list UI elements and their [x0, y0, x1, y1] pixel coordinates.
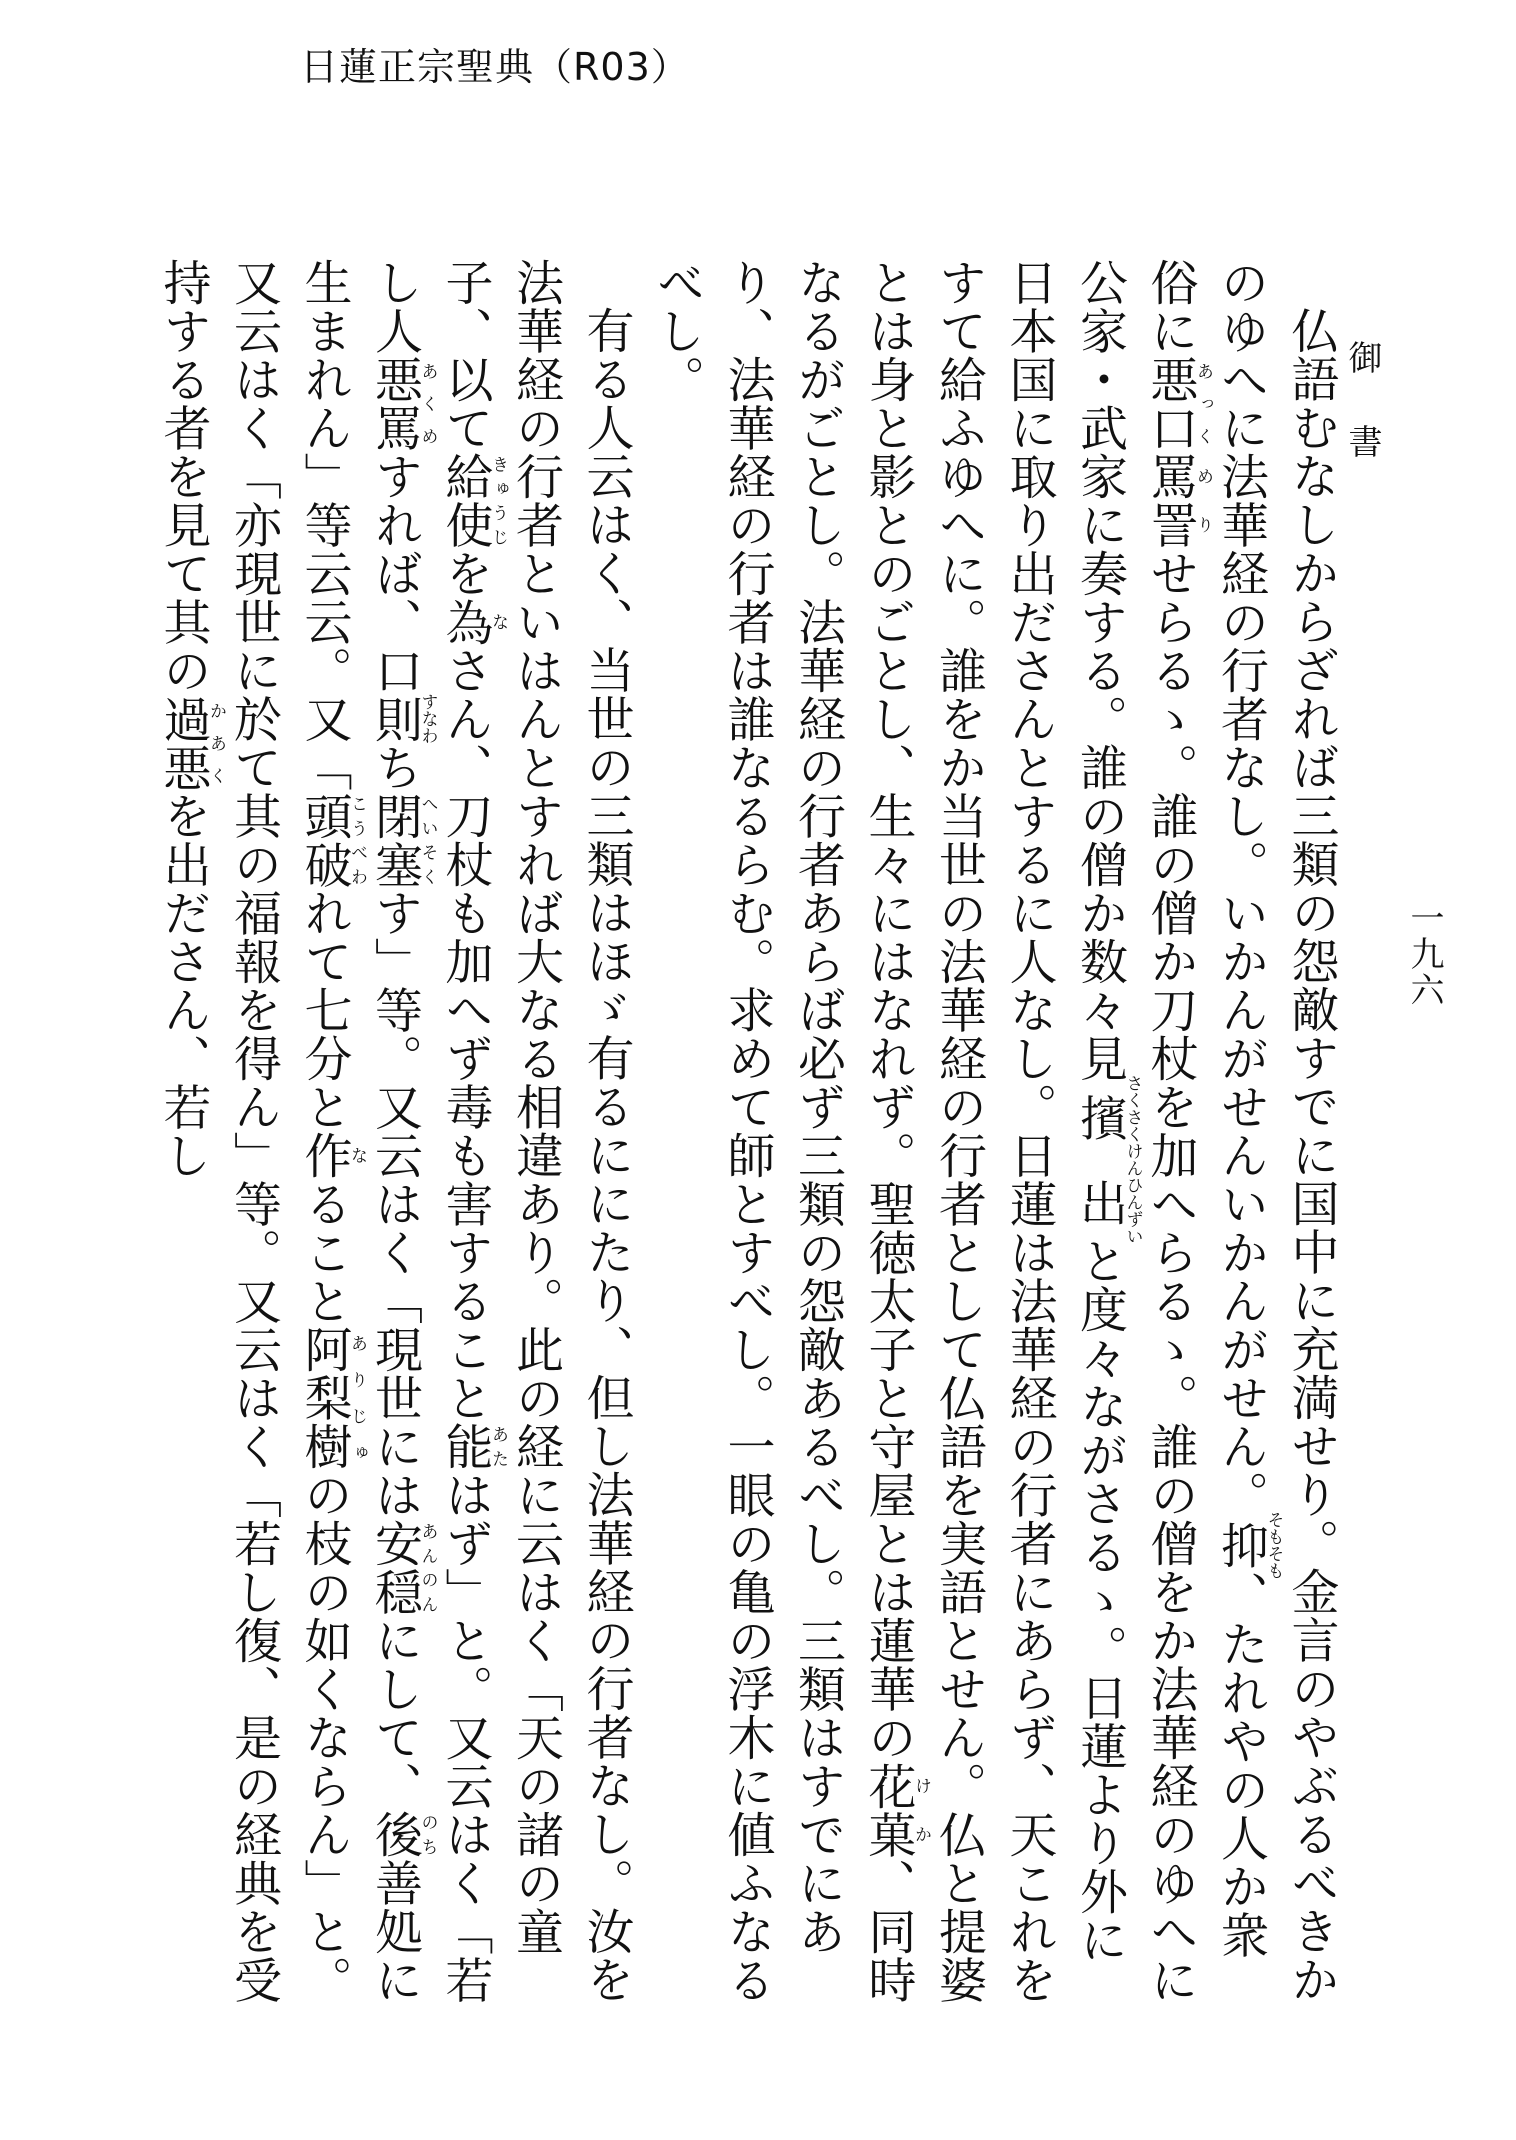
furigana: きゅうじ	[488, 452, 508, 549]
text-run: 、同時なるがごとし。法華経の行者あらば必ず三類の怨敵あるべし。三類はすでにあり、法華経の行者は誰なるらむ。求めて師とすべし。一眼の亀の浮木に値ふなるべし。	[648, 258, 916, 2004]
furigana: のち	[417, 1810, 438, 1859]
page-number: 一九六	[1404, 900, 1444, 1008]
ruby-word	[296, 1131, 367, 1180]
furigana: かあく	[206, 694, 226, 792]
ruby-word	[1142, 355, 1213, 452]
text-run: 有る人云はく、当世の三類はほゞ有るににたり、但し法華経の行者なし。汝を法華経の行者といはんとすれば大なる相違あり。此の経に云はく「天の諸の童子、以て	[437, 258, 634, 2004]
ruby-word	[366, 791, 438, 889]
text-run: すれば、口	[366, 452, 423, 695]
text-run: を	[437, 549, 493, 598]
text-run: 、たれやの人か衆俗に	[1142, 258, 1269, 1959]
ruby-base: 過悪	[155, 694, 211, 792]
furigana: こうべわ	[347, 791, 367, 889]
text-run: を出ださん、若し	[155, 791, 211, 1180]
furigana: あた	[488, 1422, 508, 1471]
text-run: の枝の如くならん」と。又云はく「亦現世に於て其の福報を得ん」等。又云はく「若し復、是の経典を受持する者を見て其の	[155, 258, 352, 2004]
ruby-base: 阿梨樹	[296, 1325, 352, 1471]
ruby-base: 給使	[437, 452, 493, 549]
furigana: な	[347, 1131, 367, 1180]
ruby-base: 閉塞	[366, 791, 423, 889]
ruby-base: 罵詈	[1142, 452, 1198, 549]
text-run: にして、	[366, 1616, 423, 1810]
ruby-base: 作	[296, 1131, 352, 1180]
ruby-word	[1071, 1074, 1143, 1245]
text-run: 善処に生まれん」等云云。又「	[296, 258, 423, 2004]
furigana: けか	[911, 1761, 931, 1859]
ruby-base: 則	[366, 693, 423, 745]
document-header-title: 日蓮正宗聖典（R03）	[300, 45, 690, 89]
furigana: あっく	[1193, 355, 1213, 452]
body-text	[155, 258, 1346, 2004]
ruby-base: 抑	[1212, 1511, 1269, 1579]
text-run: 仏語むなしからざれば三類の怨敵すでに国中に充満せり。金言のやぶるべきかのゆへに法華経の行者なし。いかんがせんいかんがせん。	[1212, 258, 1339, 2004]
text-run: す」等。又云はく「現世には	[366, 888, 423, 1519]
ruby-word	[366, 1519, 438, 1616]
text-run: と度々ながさるゝ。日蓮より外に日本国に取り出ださんとするに人なし。日蓮は法華経の行者にあらず、天これをすて給ふゆへに。誰をか当世の法華経の行者として仏語を実語とせん。仏と提婆とは身と影とのごとし、生々にはなれず。聖徳太子と守屋とは蓮華の	[860, 258, 1128, 2004]
running-head: 御書	[1342, 340, 1382, 508]
ruby-word	[366, 1810, 438, 1859]
text-run: ること	[296, 1179, 352, 1325]
ruby-base: 安穏	[366, 1519, 423, 1616]
furigana: あんのん	[417, 1519, 438, 1616]
body-paragraph	[641, 258, 1346, 2004]
furigana: さくさくけんひんずい	[1122, 1074, 1143, 1245]
furigana: そもそも	[1263, 1511, 1284, 1579]
furigana: すなわ	[417, 693, 438, 745]
ruby-base: 悪罵	[366, 355, 423, 452]
ruby-word	[366, 693, 438, 745]
furigana: へいそく	[417, 791, 438, 889]
ruby-word	[1142, 452, 1213, 549]
ruby-word	[1212, 1511, 1284, 1579]
ruby-word	[437, 1422, 508, 1471]
furigana: ありじゅ	[347, 1325, 367, 1471]
ruby-base: 花菓	[860, 1761, 916, 1859]
ruby-base: 頭破	[296, 791, 352, 889]
furigana: めり	[1193, 452, 1213, 549]
ruby-base: 能	[437, 1422, 493, 1471]
ruby-word	[155, 694, 226, 792]
ruby-base: 為	[437, 597, 493, 646]
furigana: あくめ	[417, 355, 438, 452]
ruby-word	[366, 355, 438, 452]
text-run: ち	[366, 743, 423, 792]
ruby-base: 擯出	[1071, 1074, 1128, 1245]
ruby-word	[296, 791, 367, 889]
text-run: れて七分と	[296, 888, 352, 1131]
furigana: な	[488, 597, 508, 646]
ruby-word	[296, 1325, 367, 1471]
ruby-word	[437, 452, 508, 549]
text-run: せらるゝ。誰の僧か刀杖を加へらるゝ。誰の僧をか法華経のゆへに公家・武家に奏する。誰の僧か数々見	[1071, 258, 1198, 2004]
ruby-base: 後	[366, 1810, 423, 1859]
ruby-word	[860, 1761, 931, 1859]
text-run: さん、刀杖も加へず毒も害すること	[437, 646, 493, 1422]
text-run: はず」と。又云はく「若し人	[366, 258, 493, 2004]
ruby-base: 悪口	[1142, 355, 1198, 452]
ruby-word	[437, 597, 508, 647]
body-paragraph	[148, 258, 642, 2004]
